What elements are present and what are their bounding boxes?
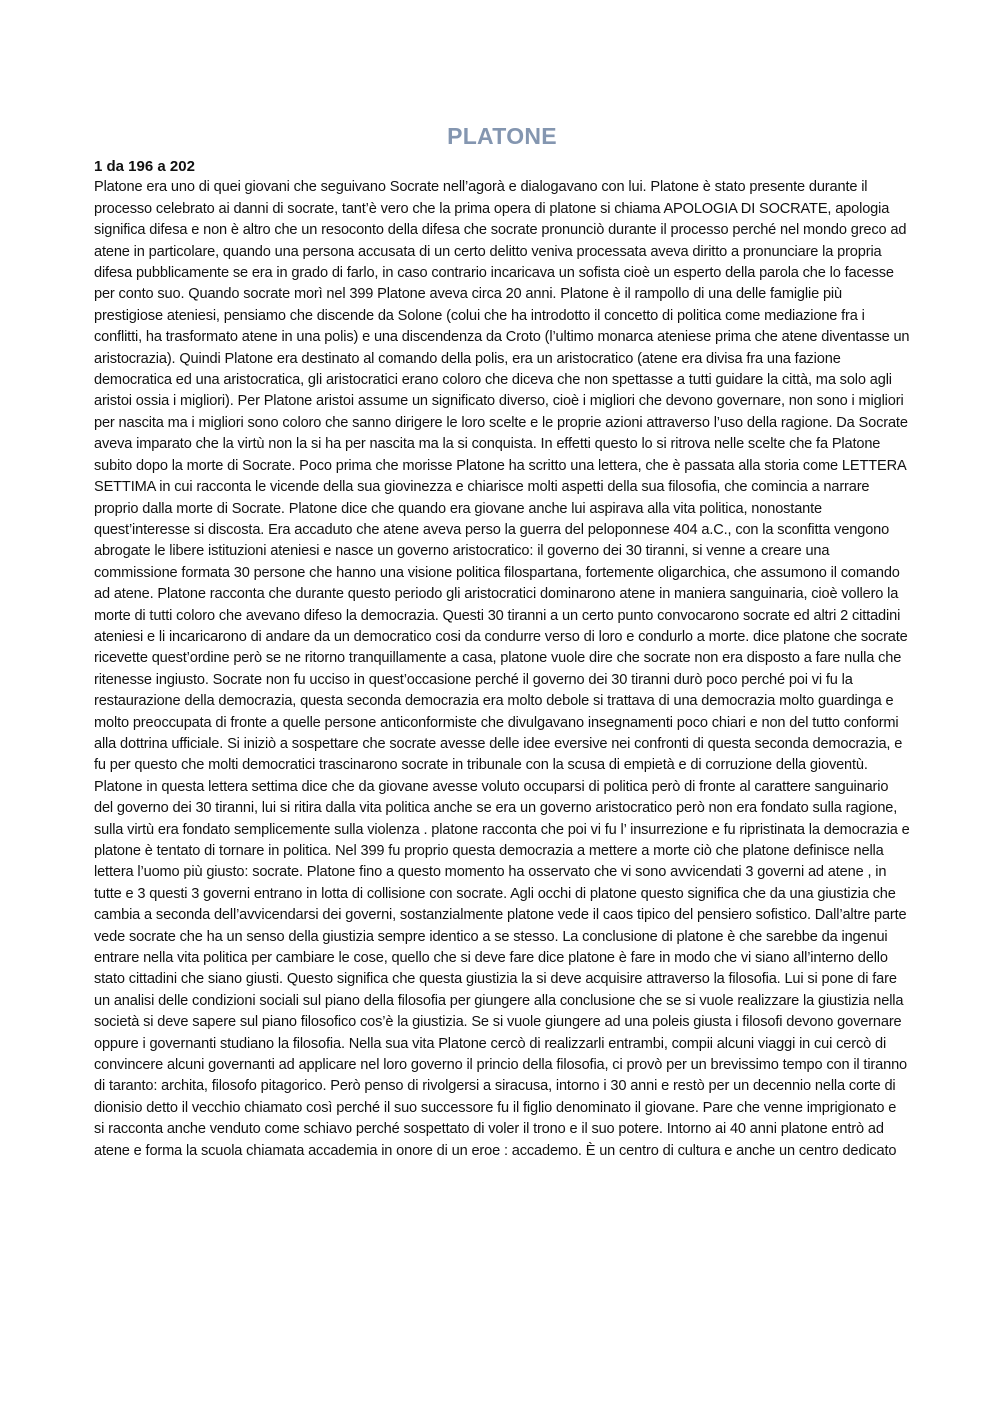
document-page <box>94 118 910 1162</box>
document-subtitle: 1 da 196 a 202 <box>94 158 195 175</box>
document-body-text: Platone era uno di quei giovani che seguivano Socrate nell’agorà e dialogavano con lui. Platone è stato presente durante il processo celebrato ai danni di socrate, tant’è vero che la prima opera di platone si chiama APOLOGIA DI SOCRATE, apologia significa difesa e non è altro che un resoconto della difesa che socrate pronunciò durante il processo perché nel mondo greco ad atene in particolare, quando una persona accusata di un certo delitto veniva processata aveva diritto a pronunciare la propria difesa pubblicamente se era in grado di farlo, in caso contrario incaricava un sofista cioè un esperto della parola che lo facesse per conto suo. Quando socrate morì nel 399 Platone aveva circa 20 anni. Platone è il rampollo di una delle famiglie più prestigiose ateniesi, pensiamo che discende da Solone (colui che ha introdotto il concetto di politica come mediazione fra i conflitti, ha trasformato atene in una polis) e una discendenza da Croto (l’ultimo monarca ateniese prima che atene diventasse un aristocrazia). Quindi Platone era destinato al comando della polis, era un aristocratico (atene era divisa fra una fazione democratica ed una aristocratica, gli aristocratici erano coloro che diceva che non spettasse a tutti guidare la città, ma solo agli aristoi ossia i migliori). Per Platone aristoi assume un significato diverso, cioè i migliori che devono governare, non sono i migliori per nascita ma i migliori sono coloro che sanno dirigere le loro scelte e le proprie azioni attraverso l’uso della ragione. Da Socrate aveva imparato che la virtù non la si ha per nascita ma la si conquista. In effetti questo lo si ritrova nelle scelte che fa Platone subito dopo la morte di Socrate. Poco prima che morisse Platone ha scritto una lettera, che è passata alla storia come LETTERA SETTIMA in cui racconta le vicende della sua giovinezza e chiarisce molti aspetti della sua filosofia, che comincia a narrare proprio dalla morte di Socrate. Platone dice che quando era giovane anche lui aspirava alla vita politica, nonostante quest’interesse si discosta. Era accaduto che atene aveva perso la guerra del peloponnese 404 a.C., con la sconfitta vengono abrogate le libere istituzioni ateniesi e nasce un governo aristocratico: il governo dei 30 tiranni, si venne a creare una commissione formata 30 persone che hanno una visione politica filospartana, fortemente oligarchica, che assumono il comando ad atene. Platone racconta che durante questo periodo gli aristocratici dominarono atene in maniera sanguinaria, cioè vollero la morte di tutti coloro che avevano difeso la democrazia. Questi 30 tiranni a un certo punto convocarono socrate ed altri 2 cittadini ateniesi e li incaricarono di andare da un democratico cosi da condurre verso di loro e condurlo a morte. dice platone che socrate ricevette quest’ordine però se ne ritorno tranquillamente a casa, platone vuole dire che socrate non era disposto a fare nulla che ritenesse ingiusto. Socrate non fu ucciso in quest’occasione perché il governo dei 30 tiranni durò poco perché poi vi fu la restaurazione della democrazia, questa seconda democrazia era molto debole si trattava di una democrazia molto guardinga e molto preoccupata di fronte a quelle persone anticonformiste che divulgavano insegnamenti poco chiari e non del tutto conformi alla dottrina ufficiale. Si iniziò a sospettare che socrate avesse delle idee eversive nei confronti di questa seconda democrazia, e fu per questo che molti democratici trascinarono socrate in tribunale con la scusa di empietà e di corruzione della gioventù. Platone in questa lettera settima dice che da giovane avesse voluto occuparsi di politica però di fronte al carattere sanguinario del governo dei 30 tiranni, lui si ritira dalla vita politica anche se era un governo aristocratico però non era fondato sulla ragione, sulla virtù era fondato semplicemente sulla violenza . platone racconta che poi vi fu l’ insurrezione e fu ripristinata la democrazia e platone è tentato di tornare in politica. Nel 399 fu proprio questa democrazia a mettere a morte ciò che platone definisce nella lettera l’uomo più giusto: socrate. Platone fino a questo momento ha osservato che vi sono avvicendati 3 governi ad atene , in tutte e 3 questi 3 governi entrano in lotta di collisione con socrate. Agli occhi di platone questo significa che da una giustizia che cambia a seconda dell’avvicendarsi dei governi, sostanzialmente platone vede il caos tipico del pensiero sofistico. Dall’altre parte vede socrate che ha un senso della giustizia sempre identico a se stesso. La conclusione di platone è che sarebbe da ingenui entrare nella vita politica per cambiare le cose, quello che si deve fare dice platone è fare in modo che vi siano all’interno dello stato cittadini che siano giusti. Questo significa che questa giustizia la si deve acquisire attraverso la filosofia. Lui si pone di fare un analisi delle condizioni sociali sul piano della filosofia per giungere alla conclusione che se si vuole realizzare la giustizia nella società si deve sapere sul piano filosofico cos’è la giustizia. Se si vuole giungere ad una poleis giusta i filosofi devono governare oppure i governanti studiano la filosofia. Nella sua vita Platone cercò di realizzarli entrambi, compii alcuni viaggi in cui cercò di convincere alcuni governanti ad applicare nel loro governo il princio della filosofia, ci provò per un brevissimo tempo con il tiranno di taranto: archita, filosofo pitagorico. Però penso di rivolgersi a siracusa, intorno i 30 anni e restò per un decennio nella corte di dionisio detto il vecchio chiamato così perché il suo successore fu il figlio denominato il giovane. Pare che venne imprigionato e si racconta anche venduto come schiavo perché sospettato di voler il trono e il suo potere. Intorno ai 40 anni platone entrò ad atene e forma la scuola chiamata accademia in onore di un eroe : accademo. È un centro di cultura e anche un centro dedicato <box>94 179 910 1159</box>
document-title: PLATONE <box>447 123 557 149</box>
